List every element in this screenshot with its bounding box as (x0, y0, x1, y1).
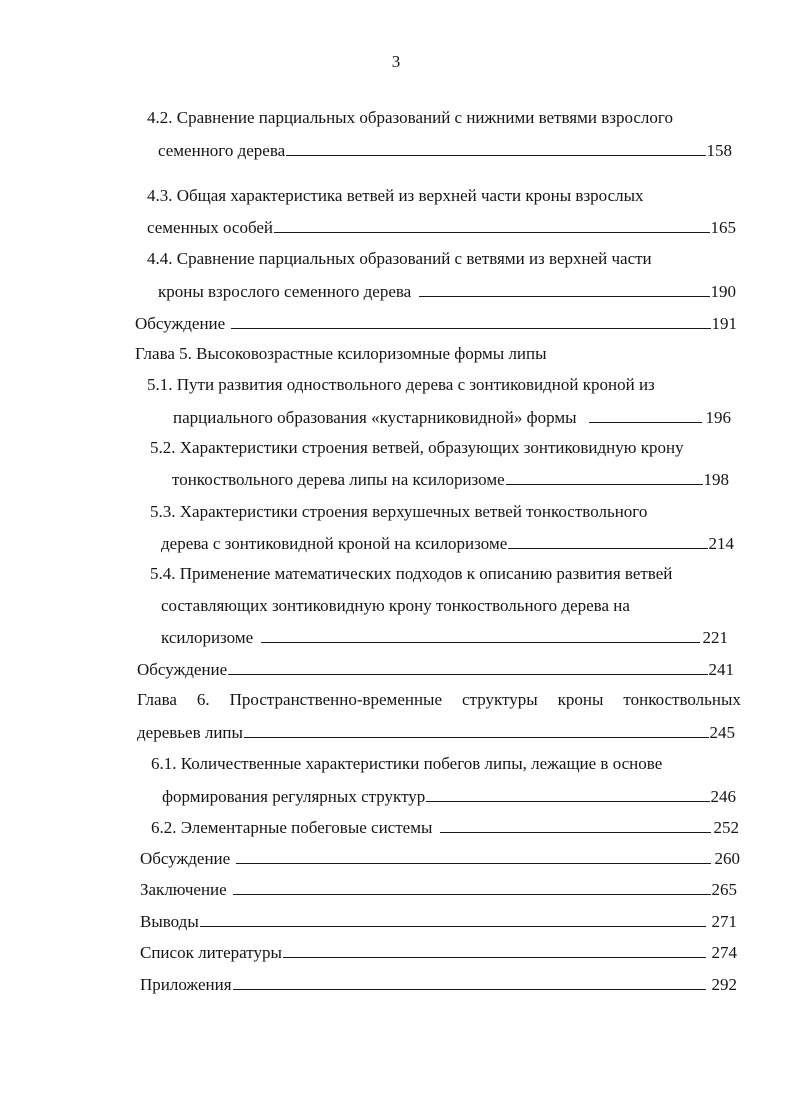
toc-entry-title: Обсуждение (140, 849, 231, 868)
dot-leader (200, 911, 706, 927)
toc-entry-title: Выводы (140, 912, 199, 931)
toc-page-number: 196 (705, 408, 731, 427)
toc-entry-title: Обсуждение (137, 660, 228, 679)
toc-entry-4-4-line1: 4.4. Сравнение парциальных образований с ветвями из верхней части (147, 249, 652, 268)
toc-entry-5-1[interactable] (173, 407, 731, 428)
dot-leader (589, 407, 702, 423)
dot-leader (506, 469, 703, 485)
toc-entry-5-3[interactable] (161, 533, 734, 554)
toc-entry-6-2[interactable] (151, 817, 739, 838)
toc-entry-4-3-line1: 4.3. Общая характеристика ветвей из верхней части кроны взрослых (147, 186, 644, 205)
toc-entry-5-2[interactable] (172, 469, 729, 490)
word: Глава (137, 690, 177, 709)
toc-page-number: 292 (711, 975, 737, 994)
dot-leader (236, 848, 710, 864)
toc-page-number: 260 (714, 849, 740, 868)
toc-entry-title: Приложения (140, 975, 232, 994)
toc-chapter-6-line1[interactable] (137, 690, 741, 710)
toc-entry-5-4-line2: составляющих зонтиковидную крону тонкоствольного дерева на (161, 596, 630, 615)
word: структуры (462, 690, 538, 709)
toc-entry-findings[interactable] (140, 911, 737, 932)
dot-leader (233, 879, 711, 895)
dot-leader (426, 786, 709, 802)
toc-entry-5-1-line1: 5.1. Пути развития одноствольного дерева с зонтиковидной кроной из (147, 375, 655, 394)
toc-entry-title: семенного дерева (158, 141, 286, 160)
toc-entry-5-4-line1: 5.4. Применение математических подходов к описанию развития ветвей (150, 564, 673, 583)
toc-page-number: 274 (711, 943, 737, 962)
toc-entry-discussion-6[interactable] (140, 848, 740, 869)
toc-entry-5-2-line1: 5.2. Характеристики строения ветвей, образующих зонтиковидную крону (150, 438, 684, 457)
toc-entry-appendices[interactable] (140, 974, 737, 995)
toc-entry-discussion-4[interactable] (135, 313, 737, 334)
word: Пространственно-временные (229, 690, 443, 709)
toc-entry-conclusion[interactable] (140, 879, 737, 900)
toc-entry-5-3-line1: 5.3. Характеристики строения верхушечных ветвей тонкоствольного (150, 502, 648, 521)
toc-page-number: 265 (711, 880, 737, 899)
toc-entry-6-1-line1: 6.1. Количественные характеристики побегов липы, лежащие в основе (151, 754, 663, 773)
toc-page-number: 221 (702, 628, 728, 647)
dot-leader (440, 817, 710, 833)
toc-entry-title: семенных особей (147, 218, 274, 237)
toc-entry-4-3[interactable] (147, 217, 736, 238)
toc-entry-title: Список литературы (140, 943, 282, 962)
toc-page-number: 191 (711, 314, 737, 333)
word: 6. (196, 690, 210, 709)
dot-leader (283, 942, 706, 958)
toc-entry-title: тонкоствольного дерева липы на ксилоризоме (172, 470, 505, 489)
toc-page-number: 158 (706, 141, 732, 160)
toc-chapter-5[interactable]: Глава 5. Высоковозрастные ксилоризомные формы липы (135, 344, 547, 363)
toc-page-number: 245 (709, 723, 735, 742)
dot-leader (286, 140, 705, 156)
toc-page-number: 271 (711, 912, 737, 931)
dot-leader (274, 217, 709, 233)
toc-page-number: 190 (710, 282, 736, 301)
toc-page-number: 252 (713, 818, 739, 837)
toc-entry-discussion-5[interactable] (137, 659, 734, 680)
dot-leader (244, 722, 709, 738)
toc-page-number: 246 (710, 787, 736, 806)
toc-entry-4-2-line1: 4.2. Сравнение парциальных образований с нижними ветвями взрослого (147, 108, 673, 127)
dot-leader (419, 281, 709, 297)
word: тонкоствольных (623, 690, 741, 709)
toc-entry-references[interactable] (140, 942, 737, 963)
dot-leader (231, 313, 710, 329)
toc-entry-title: дерева с зонтиковидной кроной на ксилоризоме (161, 534, 508, 553)
toc-entry-title: ксилоризоме (161, 628, 254, 647)
dot-leader (508, 533, 707, 549)
toc-entry-4-2[interactable] (158, 140, 732, 161)
toc-entry-title: 6.2. Элементарные побеговые системы (151, 818, 433, 837)
toc-entry-title: парциального образования «кустарниковидной» формы (173, 408, 577, 427)
toc-entry-title: Обсуждение (135, 314, 226, 333)
toc-page-number: 198 (703, 470, 729, 489)
toc-page-number: 241 (708, 660, 734, 679)
dot-leader (233, 974, 706, 990)
dot-leader (228, 659, 707, 675)
toc-page-number: 214 (708, 534, 734, 553)
toc-entry-title: формирования регулярных структур (162, 787, 426, 806)
dot-leader (261, 627, 699, 643)
word: кроны (557, 690, 604, 709)
toc-entry-4-4[interactable] (158, 281, 736, 302)
page-number: 3 (391, 52, 401, 71)
toc-entry-title: деревьев липы (137, 723, 243, 742)
toc-entry-title: Заключение (140, 880, 227, 899)
toc-page-number: 165 (710, 218, 736, 237)
toc-chapter-6[interactable] (137, 722, 735, 743)
toc-entry-title: кроны взрослого семенного дерева (158, 282, 412, 301)
toc-entry-5-4[interactable] (161, 627, 728, 648)
toc-entry-6-1[interactable] (162, 786, 736, 807)
